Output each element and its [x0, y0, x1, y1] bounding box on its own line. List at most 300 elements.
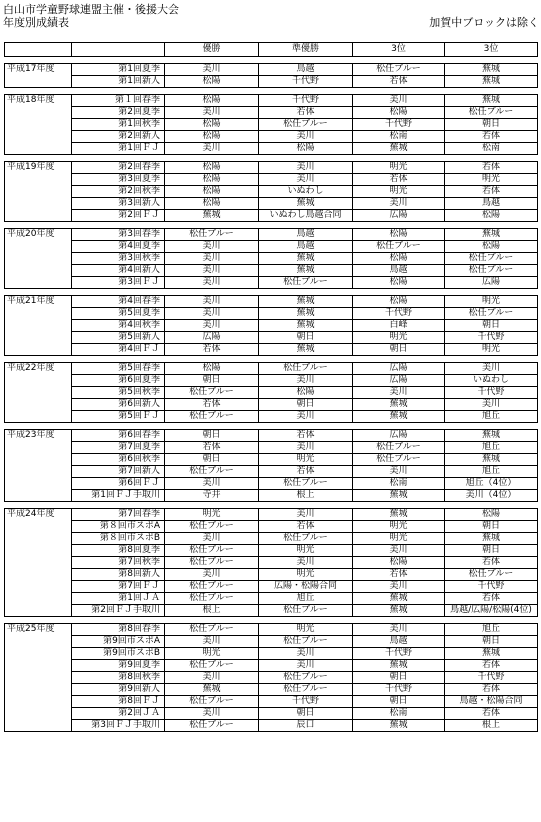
table-row — [5, 131, 538, 143]
runner-up-cell: 明光 — [259, 624, 353, 636]
runner-up-cell: 松陽 — [259, 387, 353, 399]
third-place-cell: 蕪城 — [445, 95, 538, 107]
tournament-cell: 第7回秋季 — [72, 557, 165, 569]
spacer-cell — [259, 57, 353, 64]
spacer-cell — [353, 155, 445, 162]
spacer-cell — [445, 88, 538, 95]
third-place-cell: 蕪城 — [353, 143, 445, 155]
spacer-cell — [353, 289, 445, 296]
third-place-cell: 蕪城 — [445, 229, 538, 241]
champion-cell: 松任ブルー — [165, 624, 259, 636]
third-place-cell: 明光 — [353, 521, 445, 533]
table-row — [5, 593, 538, 605]
runner-up-cell: 千代野 — [259, 95, 353, 107]
runner-up-cell: 朝日 — [259, 399, 353, 411]
third-place-cell: 松陽 — [353, 277, 445, 289]
champion-cell: 美川 — [165, 241, 259, 253]
champion-cell: 松任ブルー — [165, 593, 259, 605]
spacer-cell — [353, 88, 445, 95]
runner-up-cell: 千代野 — [259, 696, 353, 708]
table-row — [5, 387, 538, 399]
third-place-cell: 蕪城 — [353, 509, 445, 521]
spacer-cell — [445, 356, 538, 363]
table-row — [5, 708, 538, 720]
spacer-cell — [259, 88, 353, 95]
third-place-cell: 明光 — [445, 344, 538, 356]
table-row — [5, 344, 538, 356]
header-cell — [72, 43, 165, 57]
third-place-cell: 広陽 — [353, 210, 445, 222]
tournament-cell: 第８回市スポA — [72, 521, 165, 533]
spacer-cell — [445, 289, 538, 296]
runner-up-cell: 若体 — [259, 107, 353, 119]
group-spacer — [5, 88, 538, 95]
runner-up-cell: 鳥越 — [259, 64, 353, 76]
third-place-cell: 蕪城 — [353, 399, 445, 411]
header-cell: 準優勝 — [259, 43, 353, 57]
champion-cell: 松陽 — [165, 76, 259, 88]
table-row — [5, 509, 538, 521]
third-place-cell: 松陽 — [353, 107, 445, 119]
spacer-cell — [72, 88, 165, 95]
champion-cell: 美川 — [165, 253, 259, 265]
tournament-cell: 第2回秋季 — [72, 186, 165, 198]
spacer-cell — [259, 617, 353, 624]
champion-cell: 松任ブルー — [165, 720, 259, 732]
table-row — [5, 174, 538, 186]
third-place-cell: 千代野 — [353, 119, 445, 131]
third-place-cell: 朝日 — [445, 119, 538, 131]
spacer-cell — [72, 617, 165, 624]
champion-cell: 美川 — [165, 533, 259, 545]
spacer-cell — [72, 222, 165, 229]
tournament-cell: 第9回夏季 — [72, 660, 165, 672]
table-row — [5, 162, 538, 174]
third-place-cell: 朝日 — [445, 320, 538, 332]
tournament-cell: 第１回春季 — [72, 95, 165, 107]
era-cell: 平成19年度 — [5, 162, 72, 222]
third-place-cell: 千代野 — [445, 672, 538, 684]
champion-cell: 美川 — [165, 296, 259, 308]
tournament-cell: 第5回春季 — [72, 363, 165, 375]
third-place-cell: 旭丘 — [445, 442, 538, 454]
spacer-cell — [445, 423, 538, 430]
tournament-cell: 第6回春季 — [72, 430, 165, 442]
table-row — [5, 76, 538, 88]
spacer-cell — [72, 155, 165, 162]
tournament-cell: 第2回ＦＪ — [72, 210, 165, 222]
table-row — [5, 545, 538, 557]
third-place-cell: 蕪城 — [353, 720, 445, 732]
third-place-cell: 千代野 — [353, 308, 445, 320]
runner-up-cell: 旭丘 — [259, 593, 353, 605]
runner-up-cell: 鳥越 — [259, 241, 353, 253]
tournament-cell: 第8回秋季 — [72, 672, 165, 684]
third-place-cell: 朝日 — [353, 344, 445, 356]
third-place-cell: 明光 — [353, 332, 445, 344]
third-place-cell: 美川 — [445, 363, 538, 375]
group-spacer — [5, 617, 538, 624]
third-place-cell: 松任ブルー — [353, 442, 445, 454]
tournament-cell: 第5回夏季 — [72, 308, 165, 320]
champion-cell: 美川 — [165, 320, 259, 332]
results-table — [4, 42, 538, 732]
third-place-cell: 広陽 — [353, 375, 445, 387]
spacer-cell — [445, 617, 538, 624]
spacer-cell — [259, 155, 353, 162]
champion-cell: 松任ブルー — [165, 229, 259, 241]
table-row — [5, 296, 538, 308]
runner-up-cell: いぬわし鳥越合同 — [259, 210, 353, 222]
third-place-cell: 旭丘 — [445, 624, 538, 636]
runner-up-cell: 蕪城 — [259, 308, 353, 320]
runner-up-cell: 松任ブルー — [259, 605, 353, 617]
tournament-cell: 第4回秋季 — [72, 320, 165, 332]
table-row — [5, 490, 538, 502]
third-place-cell: 明光 — [445, 174, 538, 186]
third-place-cell: 鳥越 — [353, 636, 445, 648]
spacer-cell — [259, 356, 353, 363]
spacer-cell — [445, 502, 538, 509]
table-row — [5, 696, 538, 708]
tournament-cell: 第2回夏季 — [72, 107, 165, 119]
tournament-cell: 第8回ＦＪ — [72, 696, 165, 708]
era-cell: 平成25年度 — [5, 624, 72, 732]
runner-up-cell: 松任ブルー — [259, 119, 353, 131]
champion-cell: 広陽 — [165, 332, 259, 344]
champion-cell: 美川 — [165, 478, 259, 490]
table-row — [5, 119, 538, 131]
runner-up-cell: 蕪城 — [259, 253, 353, 265]
champion-cell: 美川 — [165, 569, 259, 581]
tournament-cell: 第6回新人 — [72, 399, 165, 411]
spacer-cell — [72, 423, 165, 430]
tournament-cell: 第4回新人 — [72, 265, 165, 277]
spacer-cell — [353, 356, 445, 363]
tournament-cell: 第6回ＦＪ — [72, 478, 165, 490]
third-place-cell: 松任ブルー — [353, 241, 445, 253]
runner-up-cell: 美川 — [259, 648, 353, 660]
runner-up-cell: 明光 — [259, 569, 353, 581]
champion-cell: 美川 — [165, 64, 259, 76]
third-place-cell: 蕪城 — [445, 454, 538, 466]
spacer-cell — [259, 502, 353, 509]
runner-up-cell: 美川 — [259, 557, 353, 569]
third-place-cell: 松南 — [445, 143, 538, 155]
third-place-cell: 白峰 — [353, 320, 445, 332]
runner-up-cell: 蕪城 — [259, 198, 353, 210]
champion-cell: 美川 — [165, 107, 259, 119]
table-row — [5, 569, 538, 581]
spacer-cell — [5, 88, 72, 95]
table-row — [5, 660, 538, 672]
third-place-cell: 朝日 — [445, 521, 538, 533]
runner-up-cell: 松任ブルー — [259, 636, 353, 648]
spacer-cell — [72, 502, 165, 509]
table-row — [5, 636, 538, 648]
tournament-cell: 第5回新人 — [72, 332, 165, 344]
table-row — [5, 533, 538, 545]
champion-cell: 松任ブルー — [165, 557, 259, 569]
third-place-cell: 蕪城 — [445, 64, 538, 76]
runner-up-cell: 松陽 — [259, 143, 353, 155]
spacer-cell — [165, 88, 259, 95]
spacer-cell — [5, 289, 72, 296]
tournament-cell: 第2回ＦＪ手取川 — [72, 605, 165, 617]
third-place-cell: 若体 — [353, 569, 445, 581]
third-place-cell: 朝日 — [445, 545, 538, 557]
runner-up-cell: 明光 — [259, 454, 353, 466]
table-row — [5, 363, 538, 375]
third-place-cell: 松陽 — [353, 296, 445, 308]
third-place-cell: 松任ブルー — [445, 569, 538, 581]
spacer-cell — [72, 356, 165, 363]
table-row — [5, 466, 538, 478]
spacer-cell — [259, 289, 353, 296]
tournament-cell: 第2回ＪＡ — [72, 708, 165, 720]
third-place-cell: 広陽 — [353, 430, 445, 442]
spacer-cell — [5, 155, 72, 162]
tournament-cell: 第8回春季 — [72, 624, 165, 636]
third-place-cell: 明光 — [353, 533, 445, 545]
table-row — [5, 320, 538, 332]
spacer-cell — [445, 155, 538, 162]
table-row — [5, 375, 538, 387]
spacer-cell — [5, 57, 72, 64]
tournament-cell: 第5回秋季 — [72, 387, 165, 399]
champion-cell: 松任ブルー — [165, 411, 259, 423]
page-title: 白山市学童野球連盟主催・後援大会 — [3, 3, 179, 16]
tournament-cell: 第4回ＦＪ — [72, 344, 165, 356]
header-cell: 3位 — [445, 43, 538, 57]
spacer-cell — [353, 57, 445, 64]
champion-cell: 松陽 — [165, 131, 259, 143]
tournament-cell: 第2回新人 — [72, 131, 165, 143]
champion-cell: 美川 — [165, 708, 259, 720]
third-place-cell: 美川 — [353, 387, 445, 399]
champion-cell: 松任ブルー — [165, 581, 259, 593]
third-place-cell: 蕪城 — [445, 430, 538, 442]
header-row — [5, 43, 538, 57]
third-place-cell: 広陽 — [353, 363, 445, 375]
champion-cell: 明光 — [165, 648, 259, 660]
champion-cell: 松任ブルー — [165, 387, 259, 399]
tournament-cell: 第3回春季 — [72, 229, 165, 241]
table-row — [5, 411, 538, 423]
third-place-cell: 松陽 — [445, 210, 538, 222]
third-place-cell: 蕪城 — [353, 411, 445, 423]
third-place-cell: 朝日 — [445, 636, 538, 648]
spacer-cell — [445, 57, 538, 64]
table-row — [5, 198, 538, 210]
spacer-cell — [165, 356, 259, 363]
third-place-cell: 根上 — [445, 720, 538, 732]
runner-up-cell: 若体 — [259, 466, 353, 478]
spacer-cell — [5, 502, 72, 509]
era-cell: 平成22年度 — [5, 363, 72, 423]
tournament-cell: 第4回春季 — [72, 296, 165, 308]
champion-cell: 松陽 — [165, 186, 259, 198]
third-place-cell: 鳥越/広陽/松陽(4位) — [445, 605, 538, 617]
champion-cell: 美川 — [165, 143, 259, 155]
spacer-cell — [353, 222, 445, 229]
runner-up-cell: 明光 — [259, 545, 353, 557]
tournament-cell: 第7回ＦＪ — [72, 581, 165, 593]
header-cell: 3位 — [353, 43, 445, 57]
runner-up-cell: 根上 — [259, 490, 353, 502]
champion-cell: 朝日 — [165, 375, 259, 387]
table-row — [5, 229, 538, 241]
champion-cell: 朝日 — [165, 454, 259, 466]
third-place-cell: 松任ブルー — [353, 454, 445, 466]
third-place-cell: 松陽 — [353, 229, 445, 241]
third-place-cell: 美川 — [353, 198, 445, 210]
champion-cell: 蕪城 — [165, 684, 259, 696]
spacer-cell — [165, 423, 259, 430]
champion-cell: 松陽 — [165, 198, 259, 210]
tournament-cell: 第4回夏季 — [72, 241, 165, 253]
table-row — [5, 648, 538, 660]
runner-up-cell: 美川 — [259, 660, 353, 672]
third-place-cell: 松陽 — [445, 509, 538, 521]
table-row — [5, 186, 538, 198]
spacer-cell — [259, 222, 353, 229]
runner-up-cell: 美川 — [259, 131, 353, 143]
champion-cell: 若体 — [165, 399, 259, 411]
group-spacer — [5, 356, 538, 363]
third-place-cell: 美川（4位） — [445, 490, 538, 502]
champion-cell: 美川 — [165, 308, 259, 320]
spacer-cell — [5, 423, 72, 430]
page-subtitle: 年度別成績表 — [3, 16, 69, 29]
runner-up-cell: 若体 — [259, 521, 353, 533]
spacer-cell — [353, 502, 445, 509]
table-row — [5, 557, 538, 569]
era-cell: 平成17年度 — [5, 64, 72, 88]
spacer-cell — [165, 289, 259, 296]
table-row — [5, 624, 538, 636]
group-spacer — [5, 502, 538, 509]
third-place-cell: 鳥越・松陽合同 — [445, 696, 538, 708]
spacer-cell — [445, 222, 538, 229]
champion-cell: 若体 — [165, 344, 259, 356]
era-cell: 平成20年度 — [5, 229, 72, 289]
tournament-cell: 第7回春季 — [72, 509, 165, 521]
third-place-cell: 蕪城 — [445, 648, 538, 660]
third-place-cell: 松陽 — [445, 241, 538, 253]
spacer-cell — [165, 617, 259, 624]
third-place-cell: 鳥越 — [445, 198, 538, 210]
champion-cell: 松任ブルー — [165, 545, 259, 557]
era-cell: 平成23年度 — [5, 430, 72, 502]
third-place-cell: 若体 — [445, 684, 538, 696]
tournament-cell: 第3回ＦＪ手取川 — [72, 720, 165, 732]
third-place-cell: 明光 — [353, 162, 445, 174]
third-place-cell: 千代野 — [445, 332, 538, 344]
spacer-cell — [165, 502, 259, 509]
table-row — [5, 478, 538, 490]
table-row — [5, 277, 538, 289]
results-table-body — [5, 43, 538, 732]
champion-cell: 寺井 — [165, 490, 259, 502]
runner-up-cell: 松任ブルー — [259, 277, 353, 289]
runner-up-cell: いぬわし — [259, 186, 353, 198]
table-row — [5, 399, 538, 411]
spacer-cell — [353, 617, 445, 624]
spacer-cell — [5, 222, 72, 229]
tournament-cell: 第3回新人 — [72, 198, 165, 210]
group-spacer — [5, 155, 538, 162]
table-row — [5, 95, 538, 107]
tournament-cell: 第1回ＪＡ — [72, 593, 165, 605]
champion-cell: 美川 — [165, 265, 259, 277]
table-row — [5, 581, 538, 593]
spacer-cell — [5, 617, 72, 624]
tournament-cell: 第7回夏季 — [72, 442, 165, 454]
runner-up-cell: 松任ブルー — [259, 684, 353, 696]
champion-cell: 松任ブルー — [165, 466, 259, 478]
third-place-cell: 若体 — [445, 557, 538, 569]
third-place-cell: 蕪城 — [445, 533, 538, 545]
runner-up-cell: 若体 — [259, 430, 353, 442]
third-place-cell: 若体 — [445, 660, 538, 672]
tournament-cell: 第8回夏季 — [72, 545, 165, 557]
champion-cell: 美川 — [165, 277, 259, 289]
third-place-cell: 旭丘（4位） — [445, 478, 538, 490]
tournament-cell: 第9回新人 — [72, 684, 165, 696]
tournament-cell: 第3回夏季 — [72, 174, 165, 186]
table-row — [5, 720, 538, 732]
runner-up-cell: 美川 — [259, 411, 353, 423]
runner-up-cell: 美川 — [259, 162, 353, 174]
third-place-cell: 若体 — [445, 593, 538, 605]
table-row — [5, 332, 538, 344]
tournament-cell: 第8回新人 — [72, 569, 165, 581]
era-cell: 平成18年度 — [5, 95, 72, 155]
third-place-cell: 美川 — [353, 581, 445, 593]
champion-cell: 美川 — [165, 672, 259, 684]
tournament-cell: 第2回春季 — [72, 162, 165, 174]
group-spacer — [5, 57, 538, 64]
spacer-cell — [165, 222, 259, 229]
third-place-cell: 美川 — [353, 545, 445, 557]
third-place-cell: 蕪城 — [445, 76, 538, 88]
champion-cell: 若体 — [165, 442, 259, 454]
runner-up-cell: 蕪城 — [259, 344, 353, 356]
runner-up-cell: 朝日 — [259, 708, 353, 720]
third-place-cell: 松任ブルー — [445, 253, 538, 265]
tournament-cell: 第1回ＦＪ — [72, 143, 165, 155]
third-place-cell: 蕪城 — [353, 593, 445, 605]
third-place-cell: 美川 — [353, 95, 445, 107]
tournament-cell: 第1回秋季 — [72, 119, 165, 131]
table-row — [5, 308, 538, 320]
tournament-cell: 第８回市スポB — [72, 533, 165, 545]
champion-cell: 松陽 — [165, 363, 259, 375]
tournament-cell: 第1回新人 — [72, 76, 165, 88]
tournament-cell: 第3回ＦＪ — [72, 277, 165, 289]
third-place-cell: 千代野 — [353, 684, 445, 696]
third-place-cell: 鳥越 — [353, 265, 445, 277]
third-place-cell: 若体 — [445, 708, 538, 720]
table-row — [5, 210, 538, 222]
third-place-cell: 千代野 — [445, 387, 538, 399]
spacer-cell — [353, 423, 445, 430]
tournament-cell: 第7回新人 — [72, 466, 165, 478]
champion-cell: 松任ブルー — [165, 521, 259, 533]
champion-cell: 松任ブルー — [165, 660, 259, 672]
header-cell — [5, 43, 72, 57]
